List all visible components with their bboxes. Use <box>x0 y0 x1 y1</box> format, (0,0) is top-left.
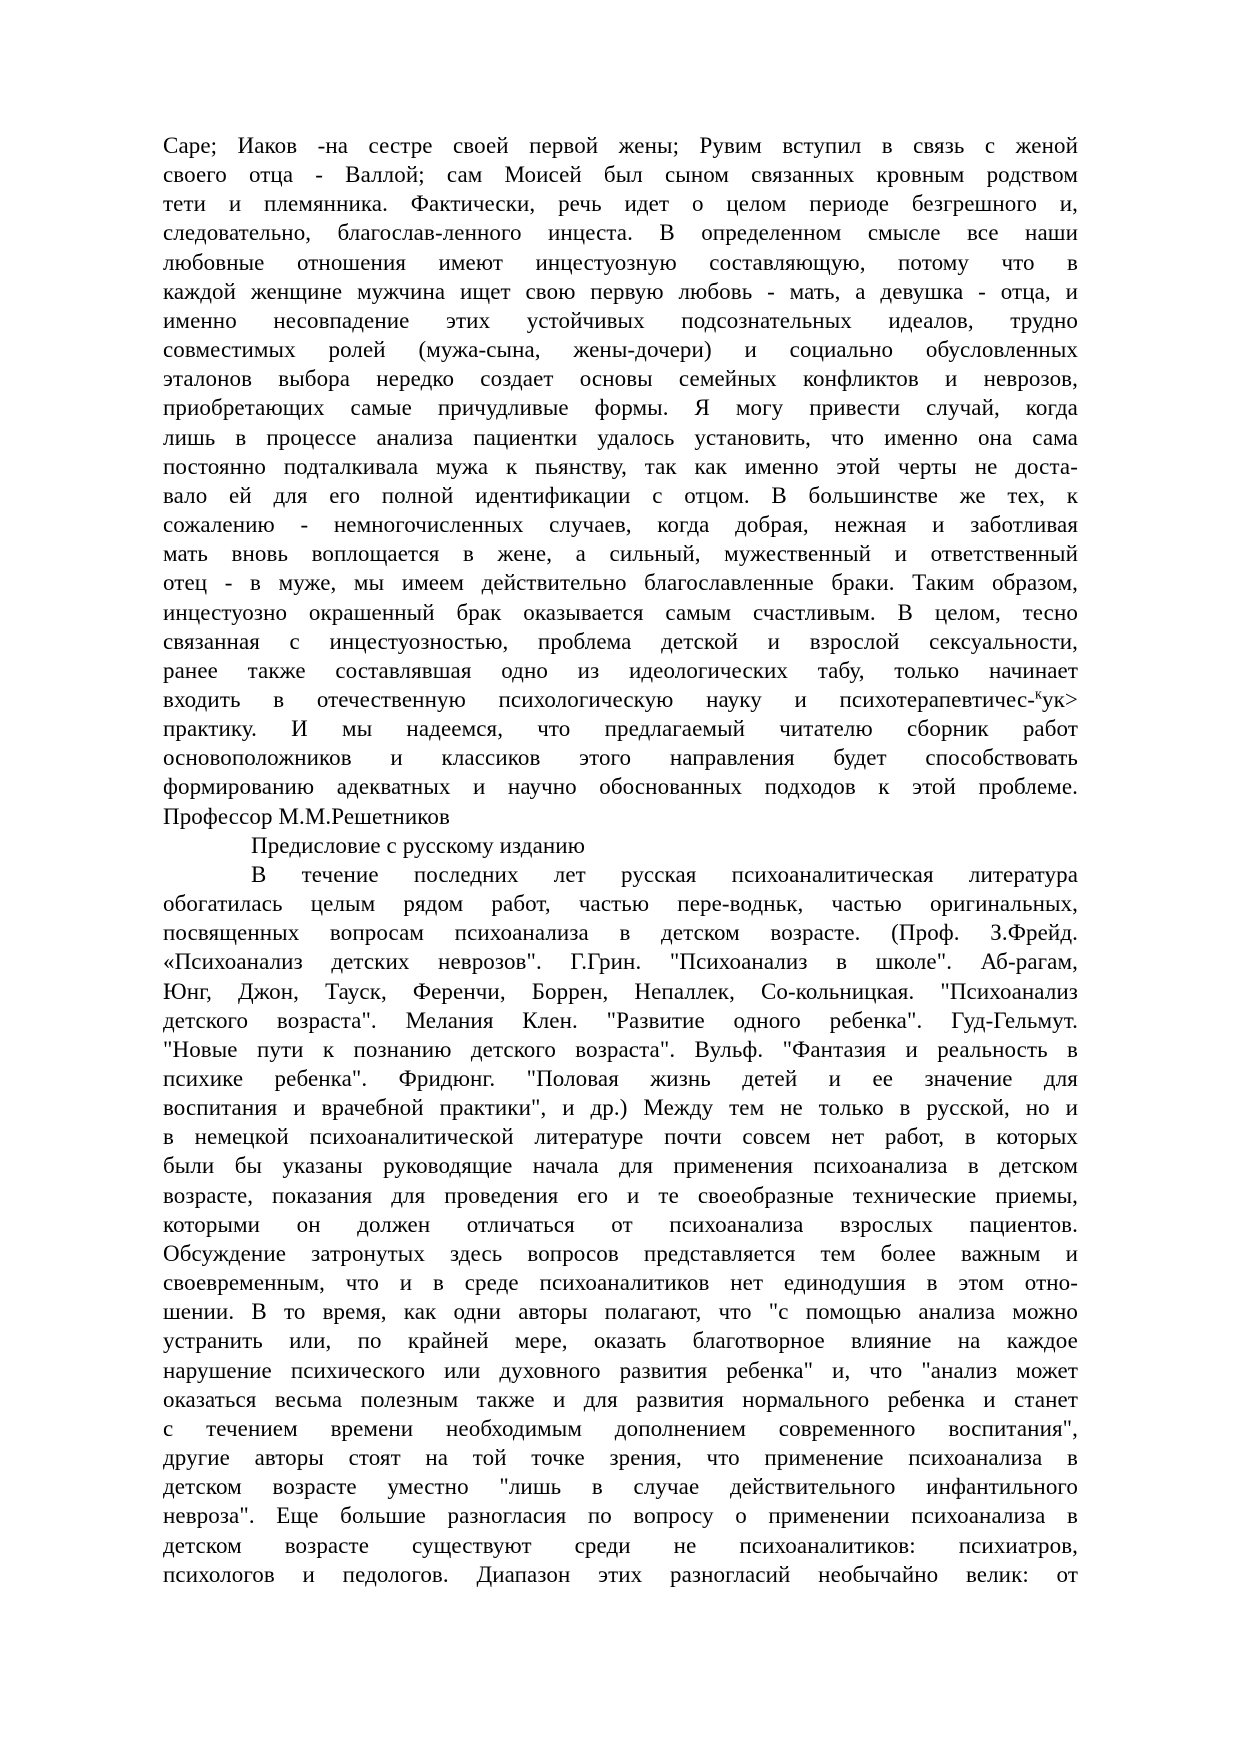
text-fragment: с течением времени необходимым дополнением современного воспитания", <box>163 1415 1078 1441</box>
text-line <box>163 248 1078 277</box>
text-line <box>163 568 1078 597</box>
text-line <box>163 481 1078 510</box>
text-line <box>163 1472 1078 1501</box>
text-fragment: совместимых ролей (мужа-сына, жены-дочери) и социально обусловленных <box>163 337 1078 363</box>
text-fragment: практику. И мы надеемся, что предлагаемый читателю сборник работ <box>163 716 1078 742</box>
text-fragment: обогатилась целым рядом работ, частью пере-водньк, частью оригинальных, <box>163 891 1078 917</box>
text-fragment: детском возрасте существуют среди не психоаналитиков: психиатров, <box>163 1532 1078 1558</box>
text-line <box>163 1064 1078 1093</box>
text-fragment: психике ребенка". Фридюнг. "Половая жизнь детей и ее значение для <box>163 1066 1078 1091</box>
text-fragment: мать вновь воплощается в жене, а сильный, мужественный и ответственный <box>163 541 1078 567</box>
text-fragment: были бы указаны руководящие начала для применения психоанализа в детском <box>163 1153 1078 1179</box>
text-fragment: входить в отечественную психологическую науку и психотерапевтичес- <box>163 686 1036 712</box>
text-fragment: каждой женщине мужчина ищет свою первую любовь - мать, а девушка - отца, и <box>163 278 1078 304</box>
text-fragment: другие авторы стоят на той точке зрения, что применение психоанализа в <box>163 1445 1078 1471</box>
text-fragment: Саре; Иаков -на сестре своей первой жены; Рувим вступил в связь с женой <box>163 133 1078 158</box>
text-fragment: отец - в муже, мы имеем действительно благославленные браки. Таким образом, <box>163 570 1078 596</box>
text-line <box>163 947 1078 976</box>
text-line <box>163 685 1078 714</box>
text-line <box>163 1268 1078 1297</box>
text-line <box>163 598 1078 627</box>
text-fragment: «Психоанализ детских неврозов". Г.Грин. "Психоанализ в школе". Аб-рагам, <box>163 949 1078 975</box>
text-fragment: Профессор М.М.Решетников <box>163 803 450 829</box>
text-line <box>163 277 1078 306</box>
text-fragment: любовные отношения имеют инцестуозную составляющую, потому что в <box>163 249 1078 275</box>
text-line <box>163 1210 1078 1239</box>
text-fragment: своевременным, что и в среде психоаналитиков нет единодушия в этом отно- <box>163 1270 1078 1296</box>
text-fragment: психологов и педологов. Диапазон этих разногласий необычайно велик: от <box>163 1561 1078 1587</box>
text-fragment: именно несовпадение этих устойчивых подсознательных идеалов, трудно <box>163 307 1078 333</box>
superscript-fragment: к <box>1035 686 1043 703</box>
text-line <box>163 1443 1078 1472</box>
text-line <box>163 335 1078 364</box>
text-fragment: нарушение психического или духовного развития ребенка" и, что "анализ может <box>163 1357 1078 1383</box>
text-fragment: воспитания и врачебной практики", и др.) Между тем не только в русской, но и <box>163 1095 1078 1121</box>
text-fragment: тети и племянника. Фактически, речь идет о целом периоде безгрешного и, <box>163 191 1078 217</box>
text-fragment: Предисловие с русскому изданию <box>251 832 585 858</box>
text-fragment: основоположников и классиков этого направления будет способствовать <box>163 745 1078 771</box>
text-line <box>163 627 1078 656</box>
text-line <box>163 889 1078 918</box>
text-line <box>163 218 1078 247</box>
text-line <box>163 1122 1078 1151</box>
text-line <box>163 1414 1078 1443</box>
text-line <box>163 306 1078 335</box>
text-line <box>163 656 1078 685</box>
text-line <box>163 1297 1078 1326</box>
text-fragment: "Новые пути к познанию детского возраста". Вульф. "Фантазия и реальность в <box>163 1036 1078 1062</box>
text-fragment: оказаться весьма полезным также и для развития нормального ребенка и станет <box>163 1386 1078 1412</box>
text-fragment: эталонов выбора нередко создает основы семейных конфликтов и неврозов, <box>163 366 1078 392</box>
text-fragment: приобретающих самые причудливые формы. Я могу привести случай, когда <box>163 395 1078 421</box>
text-fragment: детского возраста". Мелания Клен. "Развитие одного ребенка". Гуд-Гельмут. <box>163 1007 1078 1033</box>
text-line <box>163 802 1078 831</box>
text-fragment: вало ей для его полной идентификации с отцом. В большинстве же тех, к <box>163 482 1078 508</box>
text-fragment: своего отца - Валлой; сам Моисей был сыном связанных кровным родством <box>163 162 1078 188</box>
text-fragment: следовательно, благослав-ленного инцеста. В определенном смысле все наши <box>163 220 1078 246</box>
text-line <box>163 1151 1078 1180</box>
text-line <box>163 1093 1078 1122</box>
text-line <box>163 1035 1078 1064</box>
text-line <box>163 743 1078 772</box>
text-fragment: ук> <box>1042 686 1078 712</box>
text-fragment: Юнг, Джон, Тауск, Ференчи, Боррен, Непаллек, Со-кольницкая. "Психоанализ <box>163 978 1078 1004</box>
text-line <box>163 423 1078 452</box>
text-line <box>163 831 1078 860</box>
text-line <box>163 1239 1078 1268</box>
text-fragment: посвященных вопросам психоанализа в детском возрасте. (Проф. З.Фрейд. <box>163 920 1078 946</box>
text-block <box>163 131 1078 1589</box>
text-fragment: Обсуждение затронутых здесь вопросов представляется тем более важным и <box>163 1240 1078 1266</box>
text-fragment: которыми он должен отличаться от психоанализа взрослых пациентов. <box>163 1211 1078 1237</box>
text-line <box>163 393 1078 422</box>
text-line <box>163 452 1078 481</box>
text-fragment: ранее также составлявшая одно из идеологических табу, только начинает <box>163 657 1078 683</box>
text-line <box>163 160 1078 189</box>
text-line <box>163 131 1078 160</box>
text-fragment: постоянно подталкивала мужа к пьянству, так как именно этой черты не доста- <box>163 453 1078 479</box>
text-fragment: лишь в процессе анализа пациентки удалось установить, что именно она сама <box>163 424 1078 450</box>
text-line <box>163 1531 1078 1560</box>
text-fragment: в немецкой психоаналитической литературе почти совсем нет работ, в которых <box>163 1124 1078 1150</box>
text-fragment: сожалению - немногочисленных случаев, когда добрая, нежная и заботливая <box>163 512 1078 538</box>
text-line <box>163 772 1078 801</box>
text-line <box>163 714 1078 743</box>
text-line <box>163 918 1078 947</box>
text-line <box>163 1326 1078 1355</box>
text-fragment: связанная с инцестуозностью, проблема детской и взрослой сексуальности, <box>163 628 1078 654</box>
text-line <box>163 1006 1078 1035</box>
text-line <box>163 1560 1078 1589</box>
text-line <box>163 1501 1078 1530</box>
text-fragment: устранить или, по крайней мере, оказать благотворное влияние на каждое <box>163 1328 1078 1354</box>
text-line <box>163 510 1078 539</box>
text-line <box>163 977 1078 1006</box>
text-line <box>163 1181 1078 1210</box>
text-line <box>163 860 1078 889</box>
text-fragment: невроза". Еще большие разногласия по вопросу о применении психоанализа в <box>163 1503 1078 1529</box>
text-line <box>163 1385 1078 1414</box>
text-fragment: возрасте, показания для проведения его и те своеобразные технические приемы, <box>163 1182 1078 1208</box>
text-line <box>163 1356 1078 1385</box>
text-fragment: В течение последних лет русская психоаналитическая литература <box>251 861 1078 887</box>
text-line <box>163 189 1078 218</box>
text-fragment: инцестуозно окрашенный брак оказывается самым счастливым. В целом, тесно <box>163 599 1078 625</box>
text-line <box>163 364 1078 393</box>
text-fragment: формированию адекватных и научно обоснованных подходов к этой проблеме. <box>163 774 1078 800</box>
text-fragment: детском возрасте уместно "лишь в случае действительного инфантильного <box>163 1474 1078 1500</box>
text-line <box>163 539 1078 568</box>
text-fragment: шении. В то время, как одни авторы полагают, что "с помощью анализа можно <box>163 1299 1078 1325</box>
